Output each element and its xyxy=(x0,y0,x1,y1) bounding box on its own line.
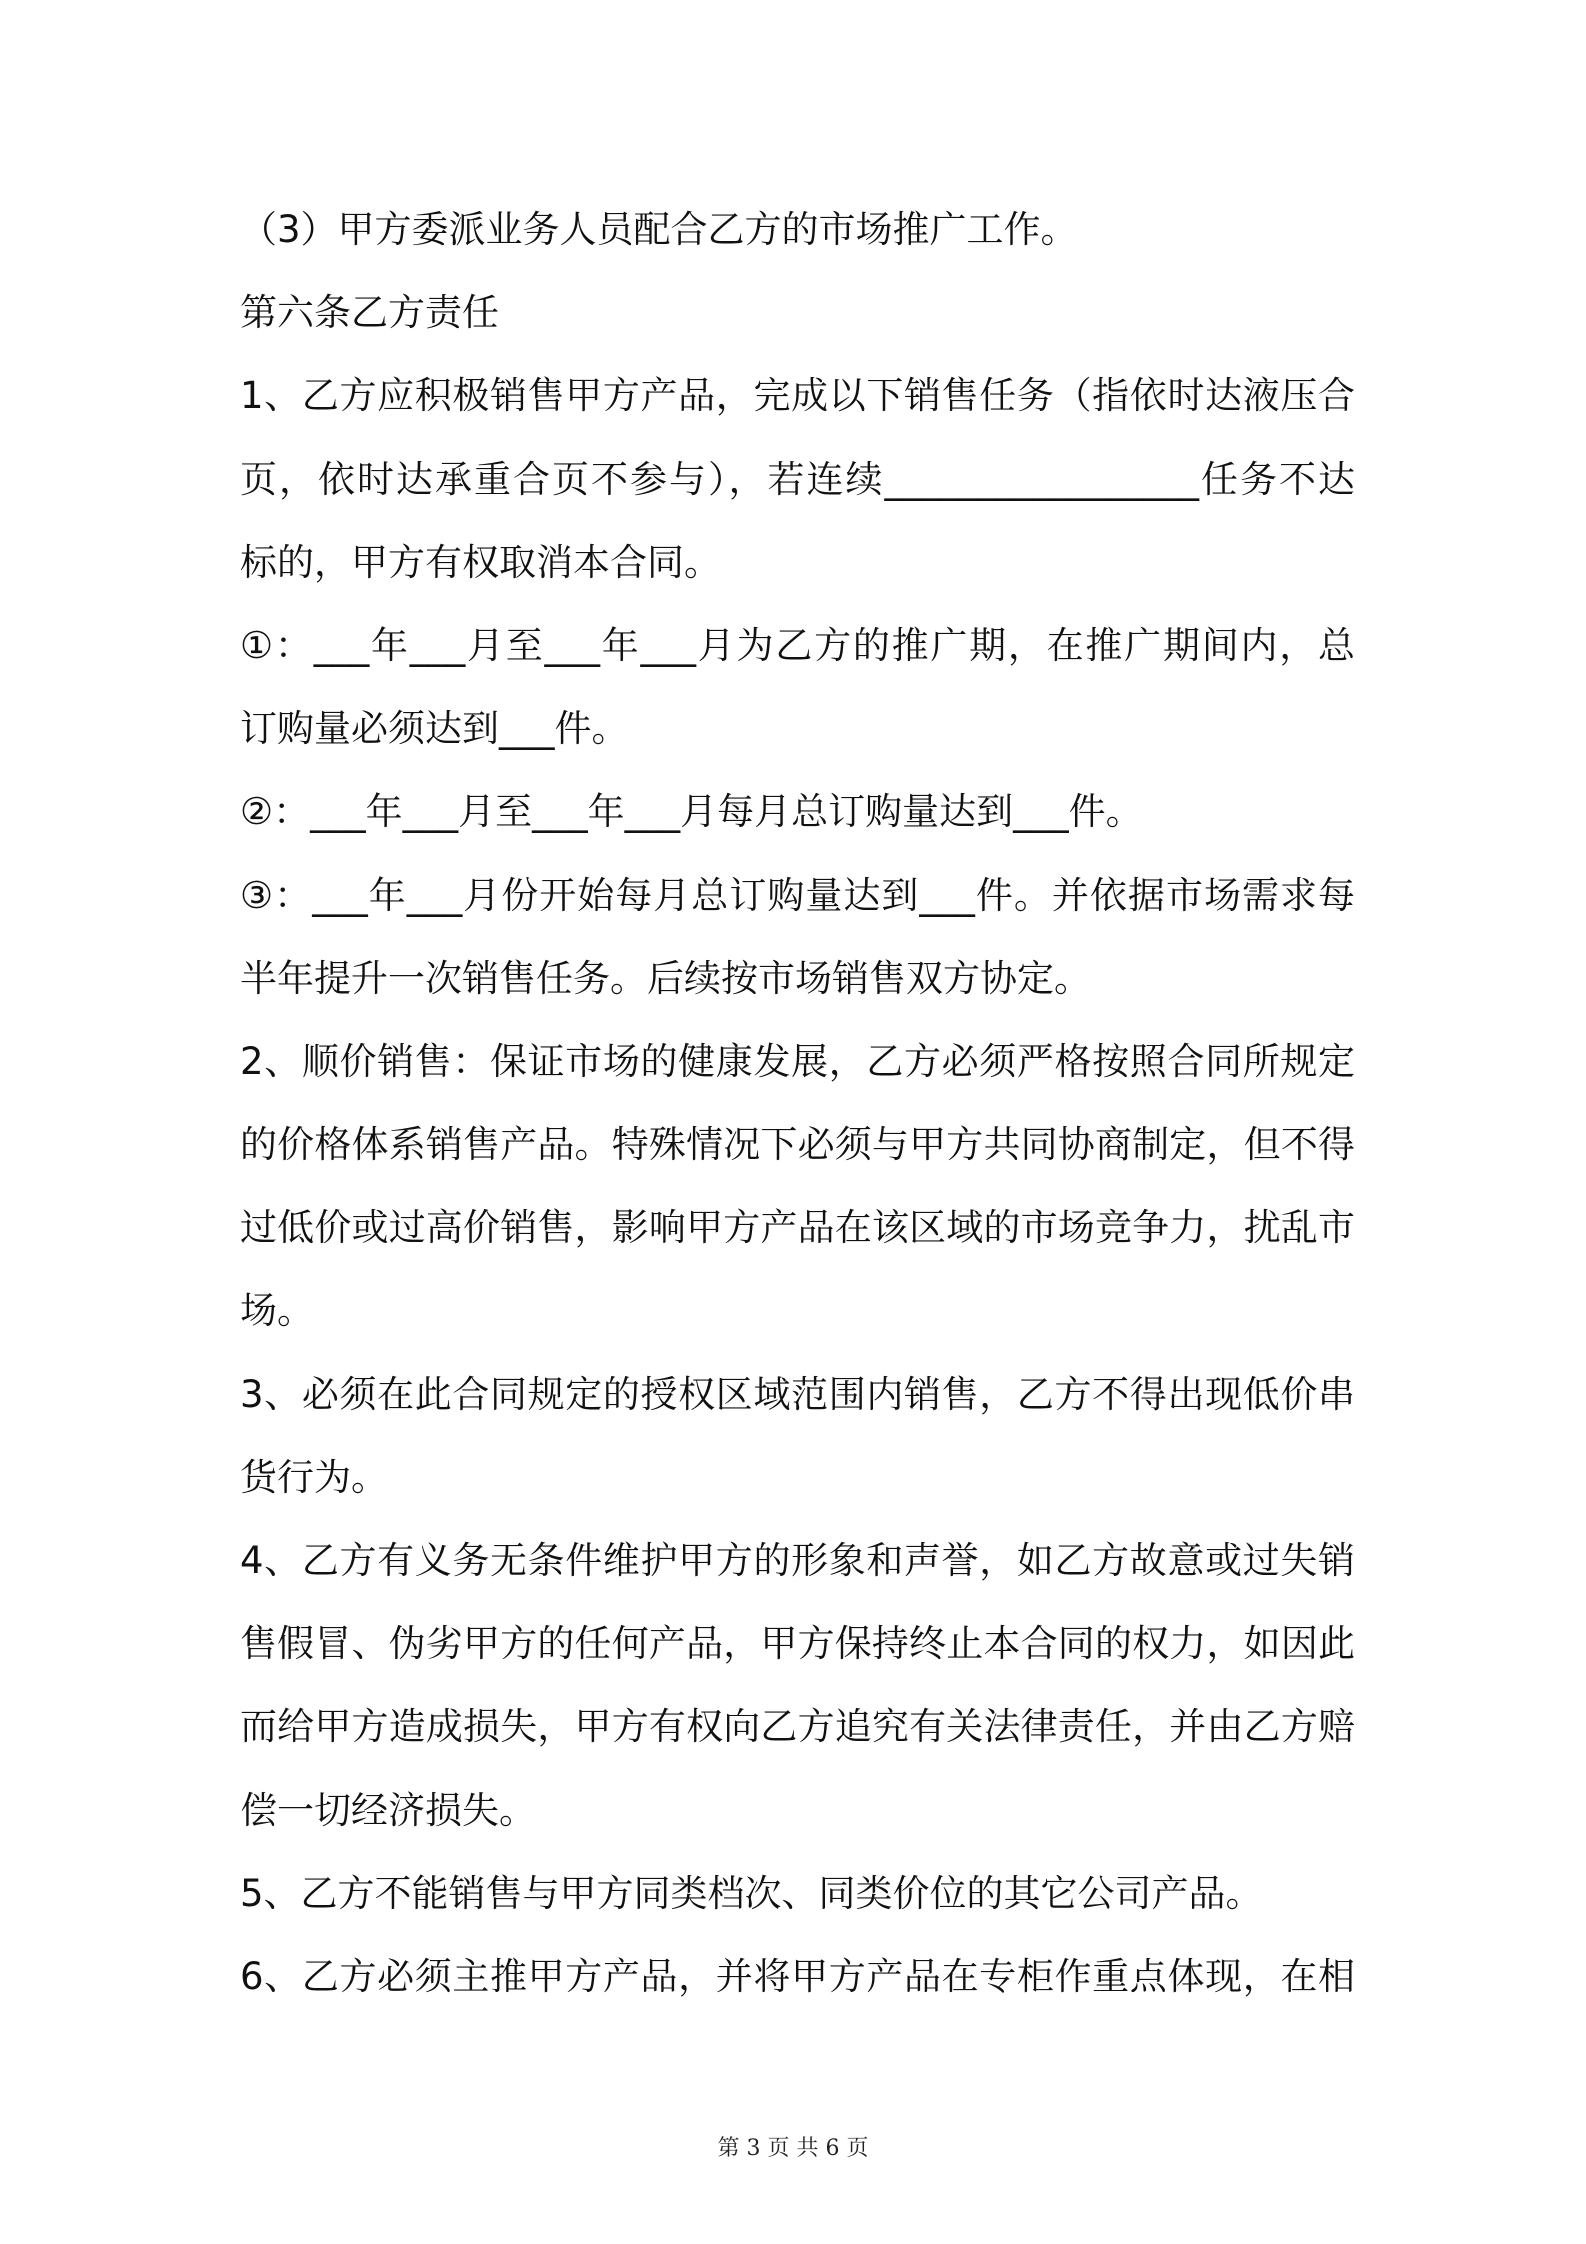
line-15: 3、必须在此合同规定的授权区域范围内销售，乙方不得出现低价串 xyxy=(240,1372,1355,1416)
line-1: （3）甲方委派业务人员配合乙方的市场推广工作。 xyxy=(240,208,1078,251)
line-11: 2、顺价销售：保证市场的健康发展，乙方必须严格按照合同所规定 xyxy=(240,1039,1355,1083)
line-5: 标的，甲方有权取消本合同。 xyxy=(240,540,721,584)
line-14: 场。 xyxy=(240,1289,314,1333)
document-body xyxy=(240,188,1355,2018)
line-8: ②：___年___月至___年___月每月总订购量达到___件。 xyxy=(240,790,1143,834)
line-20: 偿一切经济损失。 xyxy=(240,1788,536,1832)
line-2: 第六条乙方责任 xyxy=(240,291,499,335)
line-9: ③：___年___月份开始每月总订购量达到___件。并依据市场需求每 xyxy=(240,873,1355,917)
line-3: 1、乙方应积极销售甲方产品，完成以下销售任务（指依时达液压合 xyxy=(240,374,1355,418)
line-17: 4、乙方有义务无条件维护甲方的形象和声誉，如乙方故意或过失销 xyxy=(240,1539,1355,1582)
line-18: 售假冒、伪劣甲方的任何产品，甲方保持终止本合同的权力，如因此 xyxy=(240,1622,1355,1666)
line-7: 订购量必须达到___件。 xyxy=(240,707,629,751)
line-6: ①：___年___月至___年___月为乙方的推广期，在推广期间内，总 xyxy=(240,623,1355,667)
page-number: 第 3 页 共 6 页 xyxy=(717,2136,869,2161)
line-21: 5、乙方不能销售与甲方同类档次、同类价位的其它公司产品。 xyxy=(240,1871,1263,1915)
line-22: 6、乙方必须主推甲方产品，并将甲方产品在专柜作重点体现，在相 xyxy=(240,1954,1355,1998)
line-4: 页，依时达承重合页不参与），若连续_________________任务不达 xyxy=(240,457,1355,501)
line-13: 过低价或过高价销售，影响甲方产品在该区域的市场竞争力，扰乱市 xyxy=(240,1206,1355,1250)
line-19: 而给甲方造成损失，甲方有权向乙方追究有关法律责任，并由乙方赔 xyxy=(240,1705,1355,1749)
line-16: 货行为。 xyxy=(240,1455,388,1499)
line-10: 半年提升一次销售任务。后续按市场销售双方协定。 xyxy=(240,956,1091,1000)
line-12: 的价格体系销售产品。特殊情况下必须与甲方共同协商制定，但不得 xyxy=(240,1123,1355,1167)
